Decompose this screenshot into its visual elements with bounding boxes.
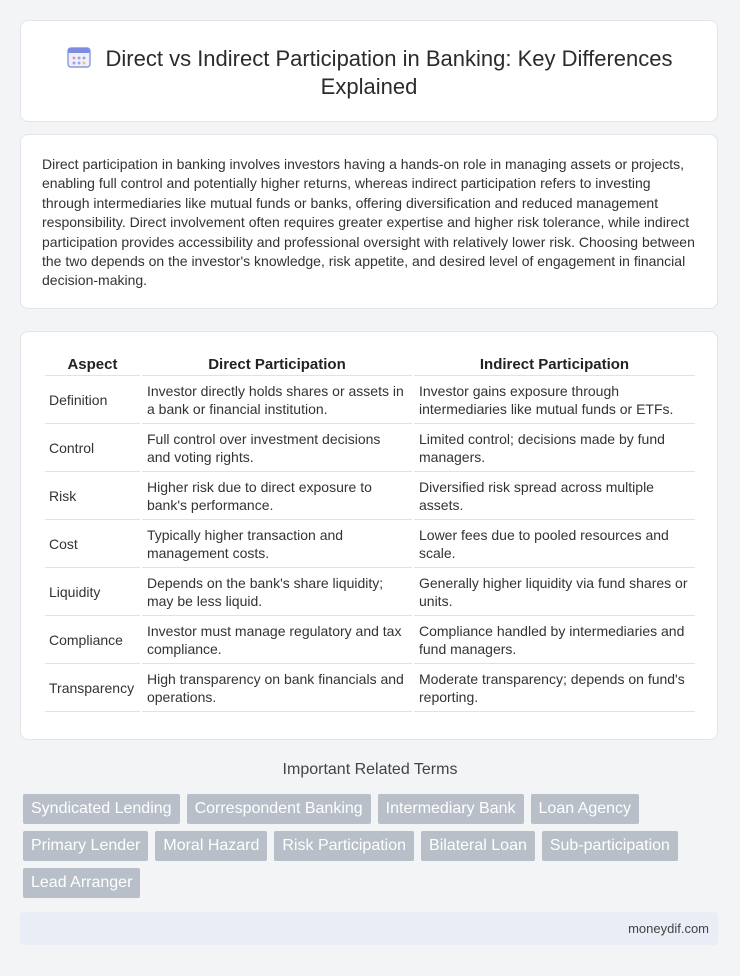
summary-text: Direct participation in banking involves investors having a hands-on role in managing assets or projects, enabling full control and potentially higher returns, whereas indirect participation refers to investing through intermediaries like mutual funds or banks, offering diversification and reduced management responsibility. Direct involvement often requires greater expertise and higher risk tolerance, while indirect participation provides accessibility and professional oversight with relatively lower risk. Choosing between the two depends on the investor's knowledge, risk appetite, and desired level of engagement in financial decision-making. <box>42 156 695 289</box>
page-title-text: Direct vs Indirect Participation in Banking: Key Differences Explained <box>105 46 673 99</box>
related-term-tag[interactable]: Intermediary Bank <box>378 794 524 824</box>
direct-cell: Typically higher transaction and management costs. <box>142 520 412 568</box>
header-indirect: Indirect Participation <box>414 354 695 376</box>
table-row <box>45 568 695 616</box>
direct-cell: High transparency on bank financials and operations. <box>142 664 412 712</box>
table-row <box>45 664 695 712</box>
comparison-table <box>43 354 697 712</box>
indirect-cell: Lower fees due to pooled resources and scale. <box>414 520 695 568</box>
table-row <box>45 520 695 568</box>
table-row <box>45 376 695 424</box>
header-aspect: Aspect <box>45 354 140 376</box>
direct-cell: Full control over investment decisions and voting rights. <box>142 424 412 472</box>
direct-cell: Investor directly holds shares or assets in a bank or financial institution. <box>142 376 412 424</box>
aspect-cell: Transparency <box>45 664 140 712</box>
related-term-tag[interactable]: Loan Agency <box>531 794 640 824</box>
title-card <box>20 20 718 122</box>
indirect-cell: Compliance handled by intermediaries and fund managers. <box>414 616 695 664</box>
comparison-table-card <box>20 331 718 740</box>
aspect-cell: Control <box>45 424 140 472</box>
related-term-tag[interactable]: Sub-participation <box>542 831 678 861</box>
related-terms-list <box>23 794 703 898</box>
aspect-cell: Liquidity <box>45 568 140 616</box>
table-header-row <box>45 354 695 376</box>
aspect-cell: Cost <box>45 520 140 568</box>
footer-site-link[interactable]: moneydif.com <box>628 921 709 936</box>
related-term-tag[interactable]: Moral Hazard <box>155 831 267 861</box>
related-term-tag[interactable]: Lead Arranger <box>23 868 140 898</box>
indirect-cell: Moderate transparency; depends on fund's reporting. <box>414 664 695 712</box>
aspect-cell: Definition <box>45 376 140 424</box>
table-row <box>45 472 695 520</box>
related-term-tag[interactable]: Risk Participation <box>274 831 414 861</box>
related-term-tag[interactable]: Syndicated Lending <box>23 794 180 824</box>
related-term-tag[interactable]: Bilateral Loan <box>421 831 535 861</box>
table-row <box>45 616 695 664</box>
footer <box>20 912 718 945</box>
summary-card <box>20 134 718 309</box>
direct-cell: Higher risk due to direct exposure to bank's performance. <box>142 472 412 520</box>
indirect-cell: Generally higher liquidity via fund shares or units. <box>414 568 695 616</box>
related-terms-heading: Important Related Terms <box>282 761 458 778</box>
related-term-tag[interactable]: Correspondent Banking <box>187 794 371 824</box>
table-row <box>45 424 695 472</box>
calendar-icon <box>66 45 92 69</box>
aspect-cell: Risk <box>45 472 140 520</box>
direct-cell: Depends on the bank's share liquidity; may be less liquid. <box>142 568 412 616</box>
related-term-tag[interactable]: Primary Lender <box>23 831 148 861</box>
aspect-cell: Compliance <box>45 616 140 664</box>
page-title <box>21 45 717 101</box>
indirect-cell: Diversified risk spread across multiple assets. <box>414 472 695 520</box>
indirect-cell: Investor gains exposure through intermediaries like mutual funds or ETFs. <box>414 376 695 424</box>
indirect-cell: Limited control; decisions made by fund managers. <box>414 424 695 472</box>
direct-cell: Investor must manage regulatory and tax compliance. <box>142 616 412 664</box>
header-direct: Direct Participation <box>142 354 412 376</box>
